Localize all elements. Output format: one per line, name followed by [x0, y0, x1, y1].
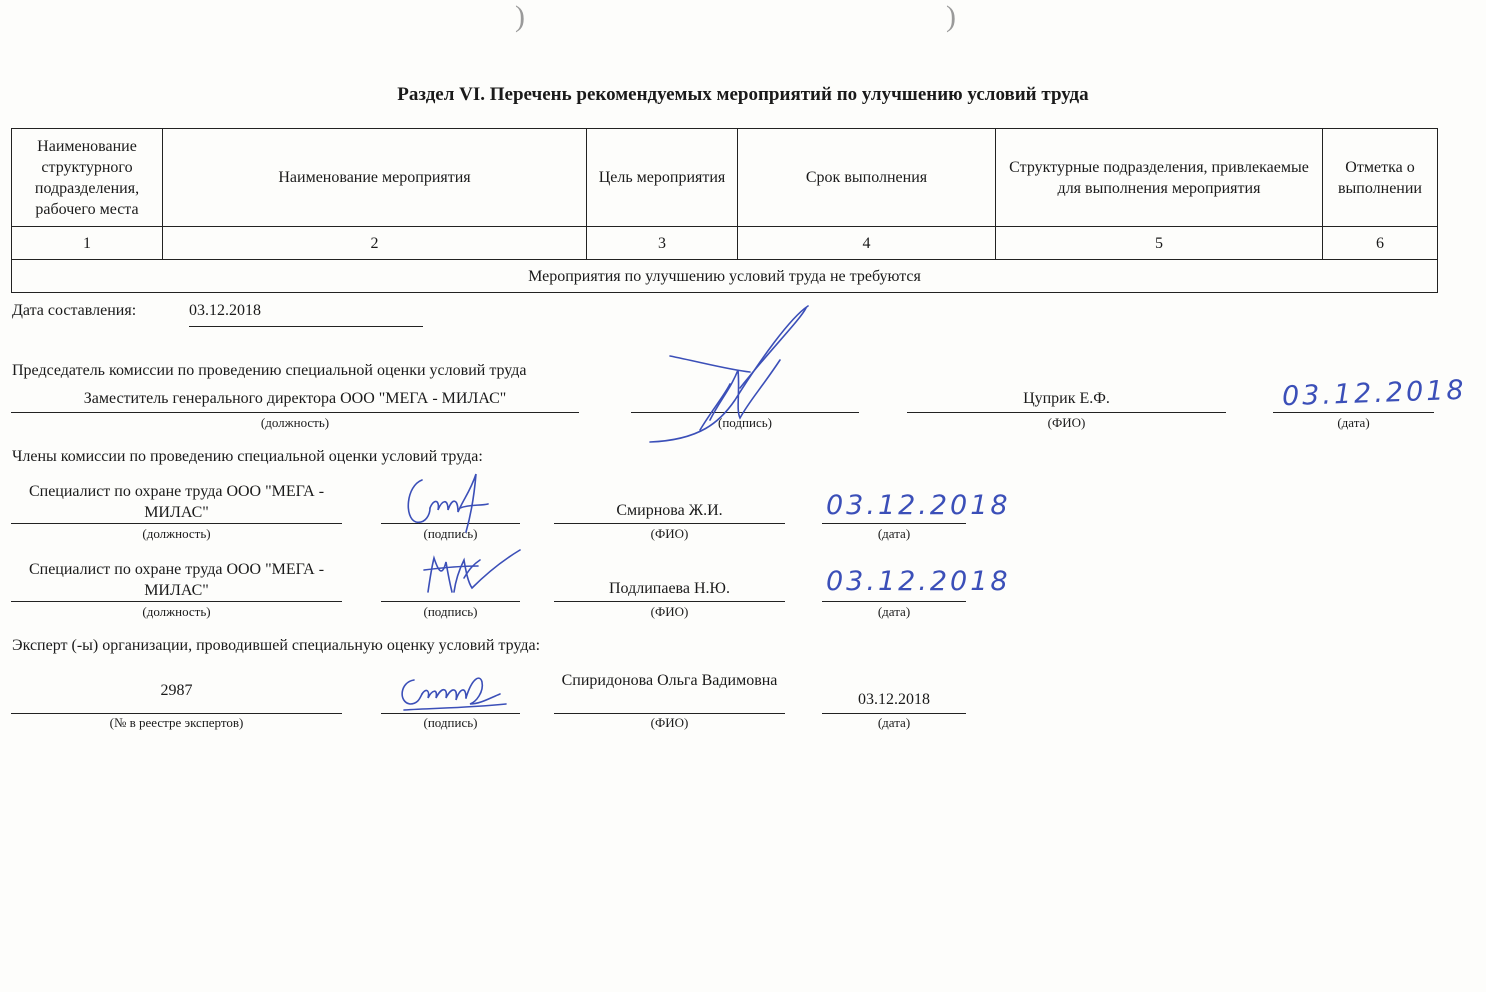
table-header-cell: Наименование структурного подразделения, рабочего места [12, 129, 163, 227]
expert-heading: Эксперт (-ы) организации, проводившей специальную оценку условий труда: [12, 637, 541, 654]
caption-fio: (ФИО) [650, 526, 689, 541]
table-number-row [12, 227, 1438, 260]
expert-name: Спиридонова Ольга Вадимовна [554, 670, 785, 714]
table-header-cell: Наименование мероприятия [163, 129, 587, 227]
chairman-handwritten-date: 03.12.2018 [1281, 374, 1468, 413]
table-header-cell: Срок выполнения [738, 129, 996, 227]
expert-signature-line [381, 670, 520, 714]
chairman-signature-line [631, 390, 859, 413]
chairman-name: Цуприк Е.Ф. [907, 390, 1226, 413]
compiled-date: 03.12.2018 [189, 302, 423, 327]
caption-signature: (подпись) [423, 526, 478, 541]
caption-fio: (ФИО) [1047, 415, 1086, 430]
member-2-signature-line [381, 559, 520, 602]
caption-signature: (подпись) [423, 715, 478, 730]
section-title: Раздел VI. Перечень рекомендуемых мероприятий по улучшению условий труда [397, 84, 1089, 105]
table-note-row [12, 260, 1438, 293]
table-header-row [12, 129, 1438, 227]
caption-position: (должность) [142, 526, 211, 541]
column-number: 5 [996, 227, 1323, 260]
member-1-signature-line [381, 481, 520, 524]
member-2-name: Подлипаева Н.Ю. [554, 580, 785, 602]
members-heading: Члены комиссии по проведению специальной оценки условий труда: [12, 448, 483, 465]
scan-mark-right: ) [946, 0, 956, 33]
caption-date: (дата) [877, 526, 911, 541]
caption-signature: (подпись) [423, 604, 478, 619]
expert-registry-number: 2987 [11, 682, 342, 714]
member-2-position: Специалист по охране труда ООО "МЕГА - МИЛАС" [11, 559, 342, 602]
caption-registry: (№ в реестре экспертов) [109, 715, 244, 730]
column-number: 3 [587, 227, 738, 260]
caption-date: (дата) [877, 604, 911, 619]
expert-date: 03.12.2018 [822, 691, 966, 714]
member-2-handwritten-date: 03.12.2018 [826, 566, 1011, 597]
member-1-name: Смирнова Ж.И. [554, 502, 785, 524]
caption-fio: (ФИО) [650, 715, 689, 730]
table-header-cell: Цель мероприятия [587, 129, 738, 227]
member-1-position: Специалист по охране труда ООО "МЕГА - МИЛАС" [11, 481, 342, 524]
measures-table [11, 128, 1438, 293]
table-note: Мероприятия по улучшению условий труда не требуются [12, 260, 1438, 293]
chairman-position: Заместитель генерального директора ООО "МЕГА - МИЛАС" [11, 390, 579, 413]
caption-date: (дата) [877, 715, 911, 730]
table-header-cell: Отметка о выполнении [1323, 129, 1438, 227]
compiled-label: Дата составления: [12, 302, 137, 319]
column-number: 6 [1323, 227, 1438, 260]
caption-position: (должность) [260, 415, 330, 430]
caption-position: (должность) [142, 604, 211, 619]
member-1-handwritten-date: 03.12.2018 [826, 490, 1011, 521]
chairman-heading: Председатель комиссии по проведению специальной оценки условий труда [12, 362, 527, 379]
caption-signature: (подпись) [718, 415, 772, 430]
column-number: 4 [738, 227, 996, 260]
column-number: 2 [163, 227, 587, 260]
column-number: 1 [12, 227, 163, 260]
caption-fio: (ФИО) [650, 604, 689, 619]
table-header-cell: Структурные подразделения, привлекаемые для выполнения мероприятия [996, 129, 1323, 227]
caption-date: (дата) [1337, 415, 1370, 430]
scan-mark-left: ) [515, 0, 525, 33]
